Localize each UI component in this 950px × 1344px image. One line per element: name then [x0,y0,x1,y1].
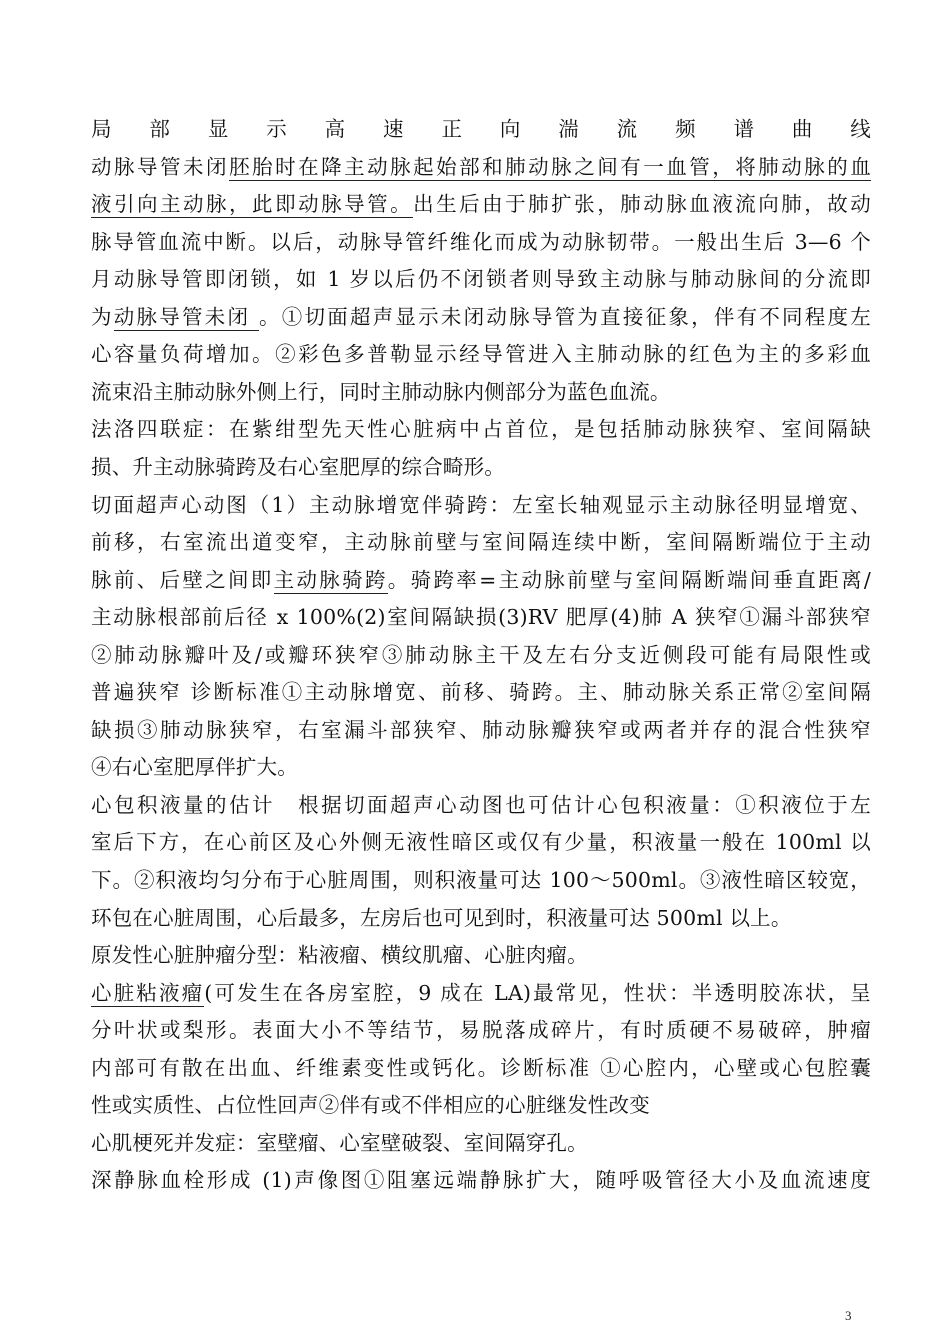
text-line [91,452,871,482]
text-run: 分叶状或梨形。表面大小不等结节，易脱落成碎片，有时质硬不易破碎，肿瘤 [91,1018,871,1042]
text-line [91,827,871,857]
text-line [91,527,871,557]
text-run: 。骑跨率=主动脉前壁与室间隔断端间垂直距离/ [387,568,871,592]
text-line [91,1015,871,1045]
text-line [91,752,871,782]
text-run: 脉前、后壁之间即 [91,568,274,592]
text-run: 。①切面超声显示未闭动脉导管为直接征象，伴有不同程度左 [258,305,871,329]
text-run: 环包在心脏周围，心后最多，左房后也可见到时，积液量可达 500ml 以上。 [91,906,792,930]
page-number: 3 [845,1308,852,1323]
text-run: ④右心室肥厚伴扩大。 [91,755,298,779]
underlined-term: 动脉导管未闭 [113,305,259,329]
text-line [91,1128,871,1158]
text-run: 性或实质性、占位性回声②伴有或不伴相应的心脏继发性改变 [91,1093,650,1117]
text-line [91,715,871,745]
text-line [91,152,871,182]
text-run: 局部显示高速正向湍流频谱曲线 [91,117,871,141]
text-line [91,339,871,369]
text-run: 下。②积液均匀分布于心脏周围，则积液量可达 100～500ml。③液性暗区较宽， [91,868,871,892]
text-run: 室后下方，在心前区及心外侧无液性暗区或仅有少量，积液量一般在 100ml 以 [91,830,871,854]
text-run: ②肺动脉瓣叶及/或瓣环狭窄③肺动脉主干及左右分支近侧段可能有局限性或 [91,643,871,667]
text-line [91,677,871,707]
text-run: (可发生在各房室腔，9 成在 LA)最常见，性状：半透明胶冻状，呈 [204,981,871,1005]
text-run: 脉导管血流中断。以后，动脉导管纤维化而成为动脉韧带。一般出生后 3—6 个 [91,230,871,254]
text-line [91,978,871,1008]
text-line [91,1165,871,1195]
text-run: 动脉导管未闭 [91,155,230,179]
text-line [91,302,871,332]
text-run: 普遍狭窄 诊断标准①主动脉增宽、前移、骑跨。主、肺动脉关系正常②室间隔 [91,680,871,704]
text-run: 切面超声心动图（1）主动脉增宽伴骑跨：左室长轴观显示主动脉径明显增宽、 [91,493,871,517]
text-line [91,790,871,820]
underlined-term: 主动脉骑跨 [273,568,388,592]
underlined-term: 液引向主动脉，此即动脉导管。 [91,192,414,216]
text-line [91,565,871,595]
text-run: 月动脉导管即闭锁，如 1 岁以后仍不闭锁者则导致主动脉与肺动脉间的分流即 [91,267,871,291]
text-line [91,377,871,407]
underlined-term: 胚胎时在降主动脉起始部和肺动脉之间有一血管，将肺动脉的血 [229,155,871,179]
text-line [91,114,871,144]
text-run: 心容量负荷增加。②彩色多普勒显示经导管进入主肺动脉的红色为主的多彩血 [91,342,871,366]
text-line [91,903,871,933]
text-run: 缺损③肺动脉狭窄，右室漏斗部狭窄、肺动脉瓣狭窄或两者并存的混合性狭窄 [91,718,871,742]
text-run: 法洛四联症：在紫绀型先天性心脏病中占首位，是包括肺动脉狭窄、室间隔缺 [91,417,871,441]
text-line [91,227,871,257]
text-run: 主动脉根部前后径 x 100%(2)室间隔缺损(3)RV 肥厚(4)肺 A 狭窄①漏斗部狭窄 [91,605,871,629]
text-line [91,189,871,219]
text-run: 流束沿主肺动脉外侧上行，同时主肺动脉内侧部分为蓝色血流。 [91,380,671,404]
text-run: 心肌梗死并发症：室壁瘤、心室壁破裂、室间隔穿孔。 [91,1131,588,1155]
text-line [91,264,871,294]
text-line [91,1090,871,1120]
text-run: 出生后由于肺扩张，肺动脉血液流向肺，故动 [413,192,871,216]
text-run: 原发性心脏肿瘤分型：粘液瘤、横纹肌瘤、心脏肉瘤。 [91,943,588,967]
text-line [91,865,871,895]
text-run: 深静脉血栓形成 (1)声像图①阻塞远端静脉扩大，随呼吸管径大小及血流速度 [91,1168,871,1192]
text-line [91,640,871,670]
text-run: 内部可有散在出血、纤维素变性或钙化。诊断标准 ①心腔内，心壁或心包腔囊 [91,1056,871,1080]
text-run: 心包积液量的估计 根据切面超声心动图也可估计心包积液量：①积液位于左 [91,793,871,817]
text-line [91,1053,871,1083]
text-line [91,602,871,632]
text-run: 前移，右室流出道变窄，主动脉前壁与室间隔连续中断，室间隔断端位于主动 [91,530,871,554]
text-line [91,490,871,520]
underlined-term: 心脏粘液瘤 [91,981,205,1005]
text-line [91,940,871,970]
text-run: 损、升主动脉骑跨及右心室肥厚的综合畸形。 [91,455,505,479]
text-run: 为 [91,305,114,329]
text-line [91,414,871,444]
